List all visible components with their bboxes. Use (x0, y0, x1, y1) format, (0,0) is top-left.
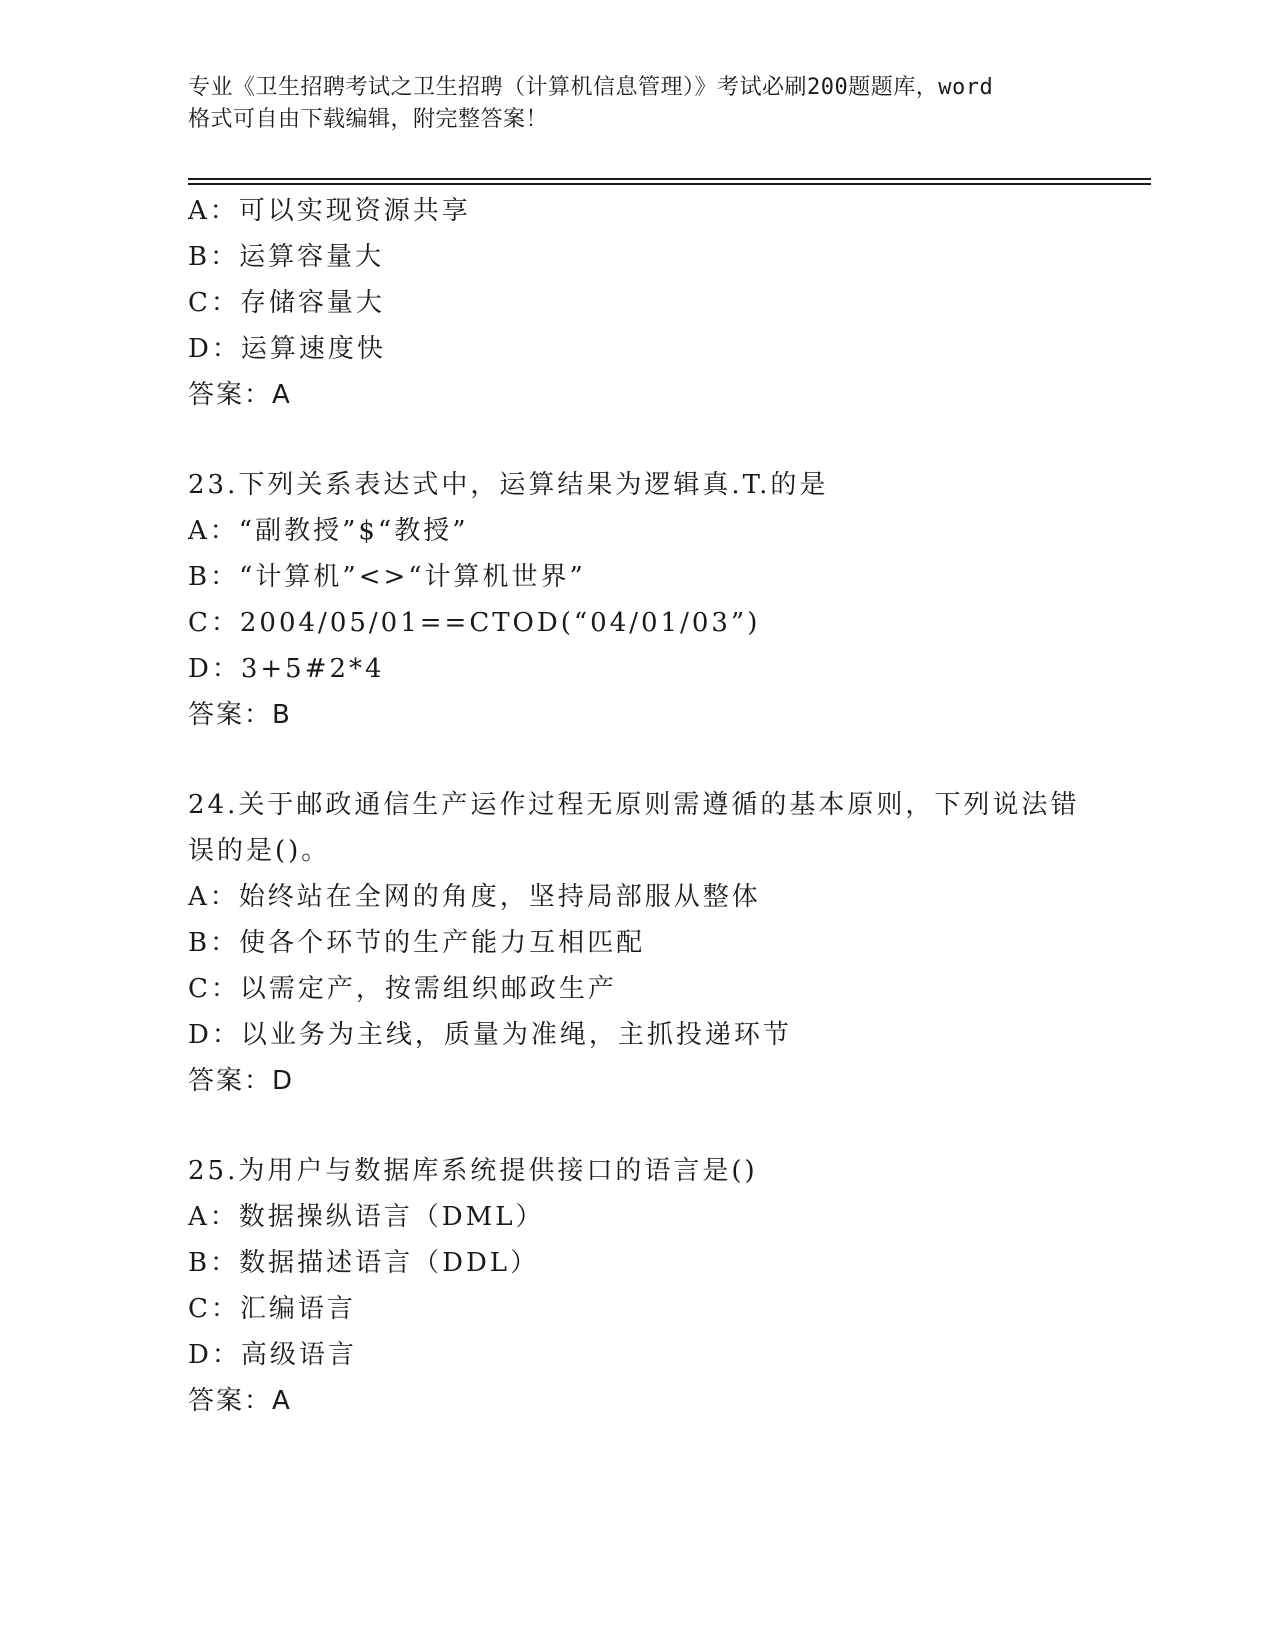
option-d: D：3+5#2*4 (188, 654, 385, 684)
option-b: B：“计算机”<>“计算机世界” (188, 562, 586, 592)
option-d: D：以业务为主线，质量为准绳，主抓投递环节 (188, 1020, 792, 1050)
option-b: B：使各个环节的生产能力互相匹配 (188, 928, 646, 958)
option-c: C：以需定产，按需组织邮政生产 (188, 974, 617, 1004)
question-stem-line-1: 24.关于邮政通信生产运作过程无原则需遵循的基本原则，下列说法错 (188, 790, 1080, 820)
option-c: C：汇编语言 (188, 1294, 356, 1324)
question-23-block (188, 462, 1088, 738)
question-list (188, 188, 1088, 1424)
answer-line: 答案：B (188, 700, 292, 730)
header-title-line-1: 专业《卫生招聘考试之卫生招聘（计算机信息管理）》考试必刷200题题库，word (188, 75, 994, 100)
option-a: A：始终站在全网的角度，坚持局部服从整体 (188, 882, 761, 912)
option-a: A：数据操纵语言（DML） (188, 1202, 545, 1232)
question-24-block (188, 782, 1088, 1104)
question-stem: 23.下列关系表达式中，运算结果为逻辑真.T.的是 (188, 470, 829, 500)
option-b: B：运算容量大 (188, 242, 385, 272)
header-title-line-2: 格式可自由下载编辑，附完整答案！ (188, 107, 549, 132)
question-25-block (188, 1148, 1088, 1424)
spacer (188, 1104, 1088, 1148)
question-stem-line-2: 误的是()。 (188, 836, 331, 866)
question-22-block (188, 188, 1088, 418)
spacer (188, 418, 1088, 462)
option-a: A：“副教授”$“教授” (188, 516, 469, 546)
option-d: D：运算速度快 (188, 334, 386, 364)
option-c: C：存储容量大 (188, 288, 385, 318)
spacer (188, 738, 1088, 782)
option-c: C：2004/05/01==CTOD(“04/01/03”) (188, 608, 761, 638)
option-a: A：可以实现资源共享 (188, 196, 471, 226)
header-divider-top (188, 178, 1151, 180)
document-header (188, 72, 1088, 136)
option-d: D：高级语言 (188, 1340, 357, 1370)
answer-line: 答案：D (188, 1066, 295, 1096)
answer-line: 答案：A (188, 1386, 292, 1416)
question-stem: 25.为用户与数据库系统提供接口的语言是() (188, 1156, 758, 1186)
option-b: B：数据描述语言（DDL） (188, 1248, 540, 1278)
header-divider-bottom (188, 183, 1151, 185)
answer-line: 答案：A (188, 380, 292, 410)
